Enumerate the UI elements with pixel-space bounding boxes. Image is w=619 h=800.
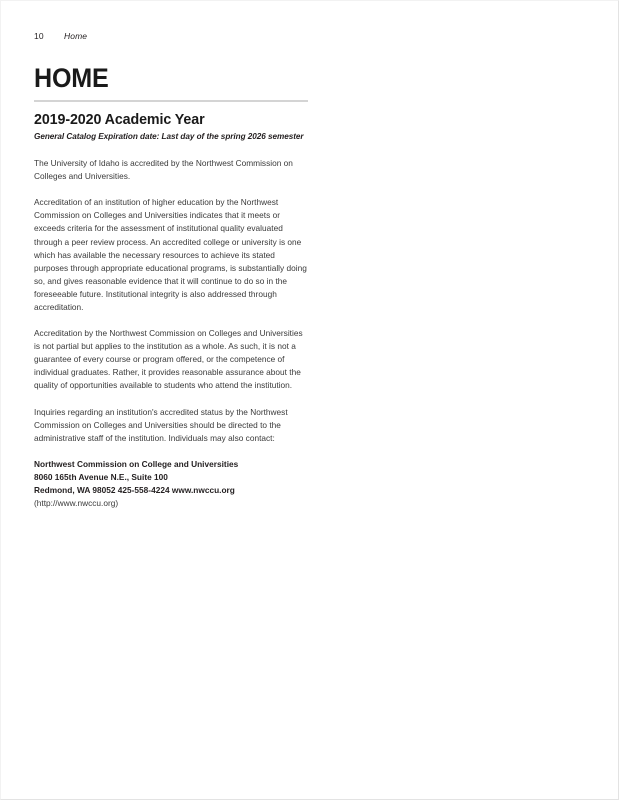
contact-organization: Northwest Commission on College and Universities — [34, 458, 239, 469]
contact-url-parenthetical: (http://www.nwccu.org) — [34, 498, 119, 509]
catalog-expiration-note: General Catalog Expiration date: Last day of the spring 2026 semester — [34, 131, 304, 141]
paragraph-inquiries: Inquiries regarding an institution's accredited status by the Northwest Commission on Colleges and Universities should be directed to the administrative staff of the institution. Individuals may also contact: — [34, 406, 288, 443]
paragraph-accreditation-scope: Accreditation by the Northwest Commission on Colleges and Universities is not partial but applies to the institution as a whole. As such, it is not a guarantee of every course or program offered, or the competence of individual graduates. Rather, it provides reasonable assurance about the quality of opportunities available to students who attend the institution. — [34, 328, 303, 391]
contact-city-line: Redmond, WA 98052 425-558-4224 www.nwccu.org — [34, 485, 235, 495]
contact-street: 8060 165th Avenue N.E., Suite 100 — [34, 471, 168, 482]
page-content — [34, 31, 310, 510]
academic-year-heading: 2019-2020 Academic Year — [34, 110, 205, 128]
contact-address-block — [34, 458, 310, 510]
title-divider — [34, 100, 308, 102]
page-number: 10 — [34, 31, 44, 41]
paragraph-accreditation-statement: The University of Idaho is accredited by the Northwest Commission on Colleges and Universities. — [34, 158, 293, 182]
section-name: Home — [64, 31, 88, 41]
running-header — [34, 31, 310, 41]
paragraph-accreditation-definition: Accreditation of an institution of higher education by the Northwest Commission on Colleges and Universities indicates that it meets or exceeds criteria for the assessment of institutional quality evaluated through a peer review process. An accredited college or university is one which has available the necessary resources to achieve its stated purposes through appropriate educational programs, is substantially doing so, and gives reasonable evidence that it will continue to do so in the foreseeable future. Institutional integrity is also addressed through accreditation. — [34, 197, 307, 312]
page-title: HOME — [34, 63, 109, 93]
